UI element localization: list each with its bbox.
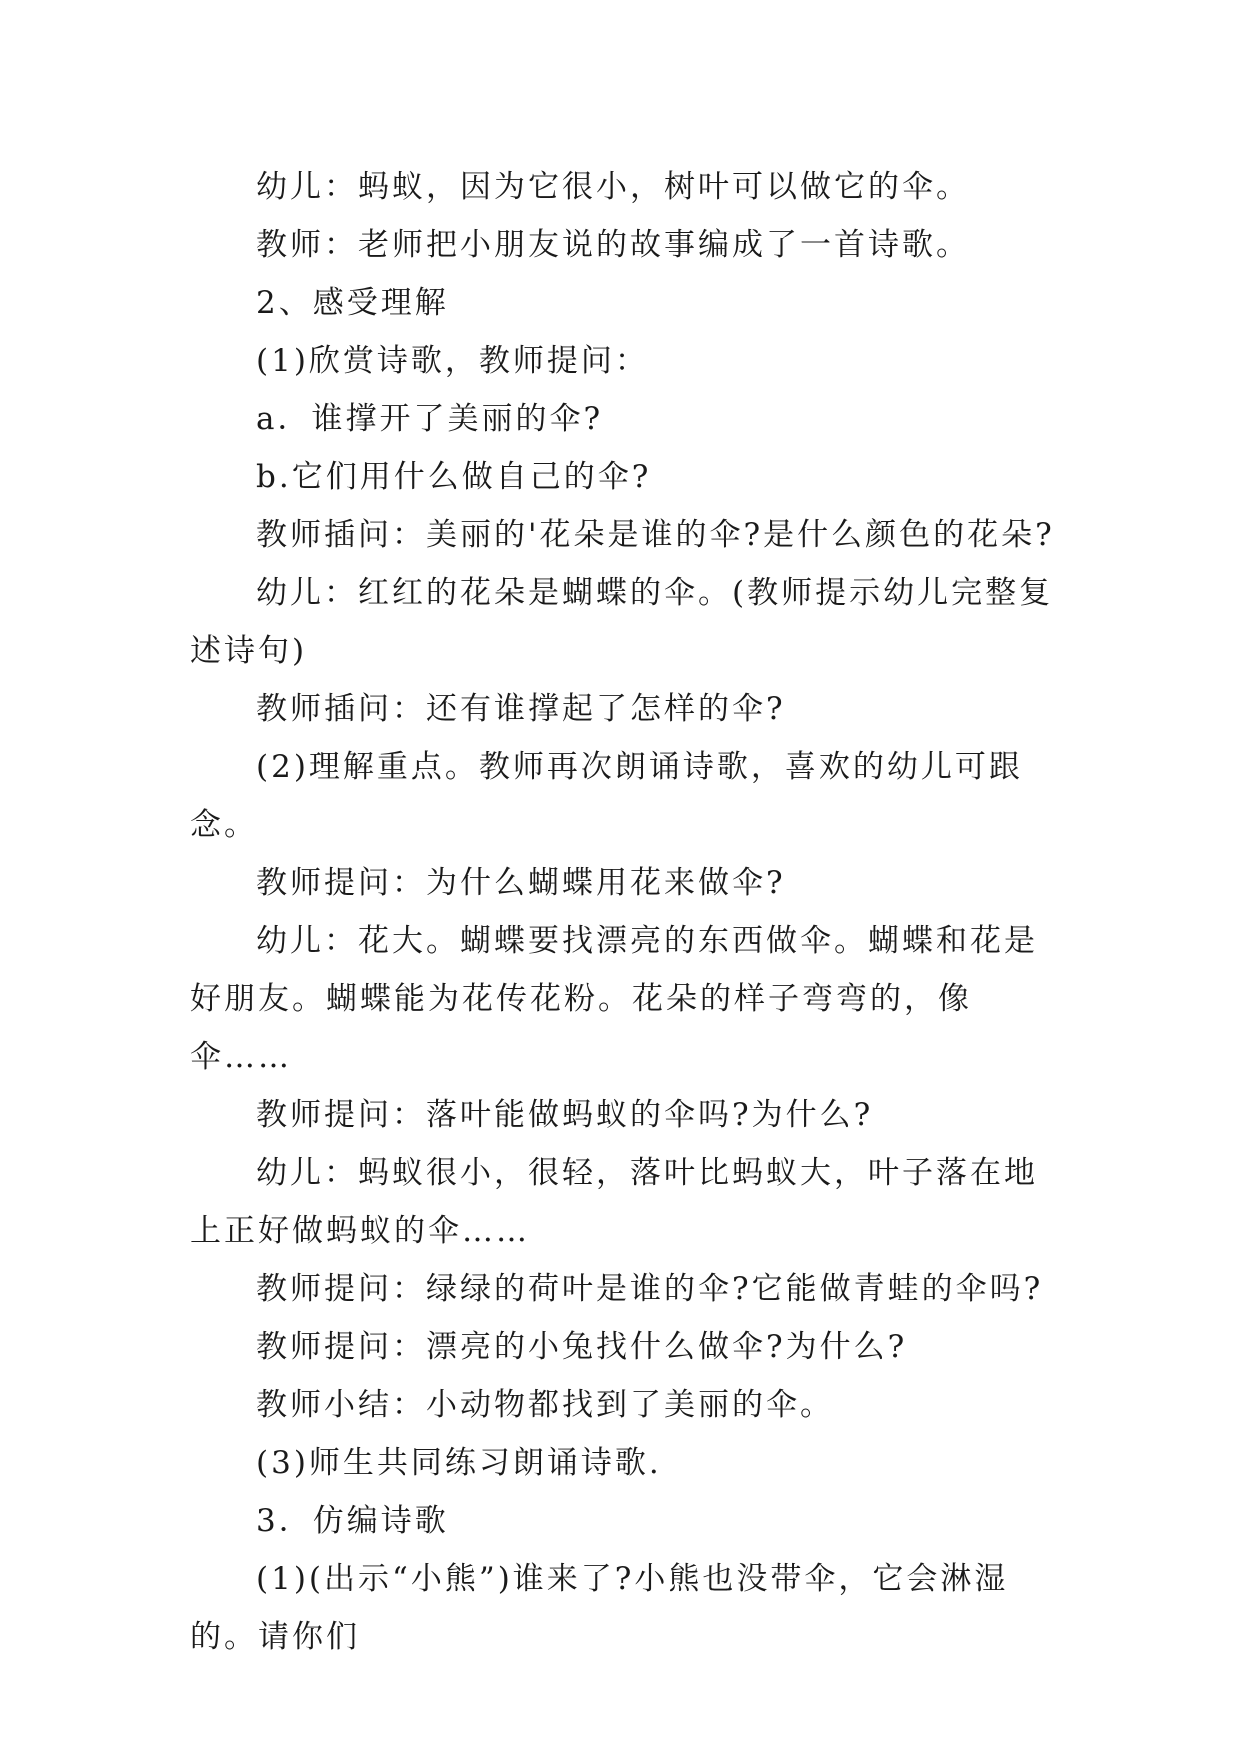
paragraph-10: 教师提问：为什么蝴蝶用花来做伞? [256, 865, 786, 901]
paragraph-1: 幼儿：蚂蚁，因为它很小，树叶可以做它的伞。 [256, 169, 970, 205]
paragraph-4: a．谁撑开了美丽的伞? [256, 401, 604, 437]
paragraph-13: 幼儿：蚂蚁很小，很轻，落叶比蚂蚁大，叶子落在地上正好做蚂蚁的伞…… [190, 1155, 1038, 1249]
paragraph-15: 教师提问：漂亮的小兔找什么做伞?为什么? [256, 1329, 908, 1365]
document-body [190, 158, 1060, 1666]
paragraph-7: 幼儿：红红的花朵是蝴蝶的伞。(教师提示幼儿完整复述诗句) [190, 575, 1054, 669]
section-heading-2: 2、感受理解 [256, 285, 449, 321]
paragraph-16: 教师小结：小动物都找到了美丽的伞。 [256, 1387, 834, 1423]
paragraph-11: 幼儿：花大。蝴蝶要找漂亮的东西做伞。蝴蝶和花是好朋友。蝴蝶能为花传花粉。花朵的样子弯弯的，像伞…… [190, 923, 1038, 1075]
paragraph-14: 教师提问：绿绿的荷叶是谁的伞?它能做青蛙的伞吗? [256, 1271, 1044, 1307]
paragraph-2: 教师：老师把小朋友说的故事编成了一首诗歌。 [256, 227, 970, 263]
paragraph-9: (2)理解重点。教师再次朗诵诗歌，喜欢的幼儿可跟念。 [190, 749, 1023, 843]
paragraph-8: 教师插问：还有谁撑起了怎样的伞? [256, 691, 786, 727]
paragraph-17: (3)师生共同练习朗诵诗歌. [256, 1445, 662, 1481]
paragraph-5: b.它们用什么做自己的伞? [256, 459, 652, 495]
paragraph-12: 教师提问：落叶能做蚂蚁的伞吗?为什么? [256, 1097, 874, 1133]
paragraph-6: 教师插问：美丽的'花朵是谁的伞?是什么颜色的花朵? [256, 517, 1055, 553]
paragraph-18: (1)(出示“小熊”)谁来了?小熊也没带伞，它会淋湿的。请你们 [190, 1561, 1009, 1655]
section-heading-3: 3．仿编诗歌 [256, 1503, 449, 1539]
paragraph-3: (1)欣赏诗歌，教师提问： [256, 343, 649, 379]
